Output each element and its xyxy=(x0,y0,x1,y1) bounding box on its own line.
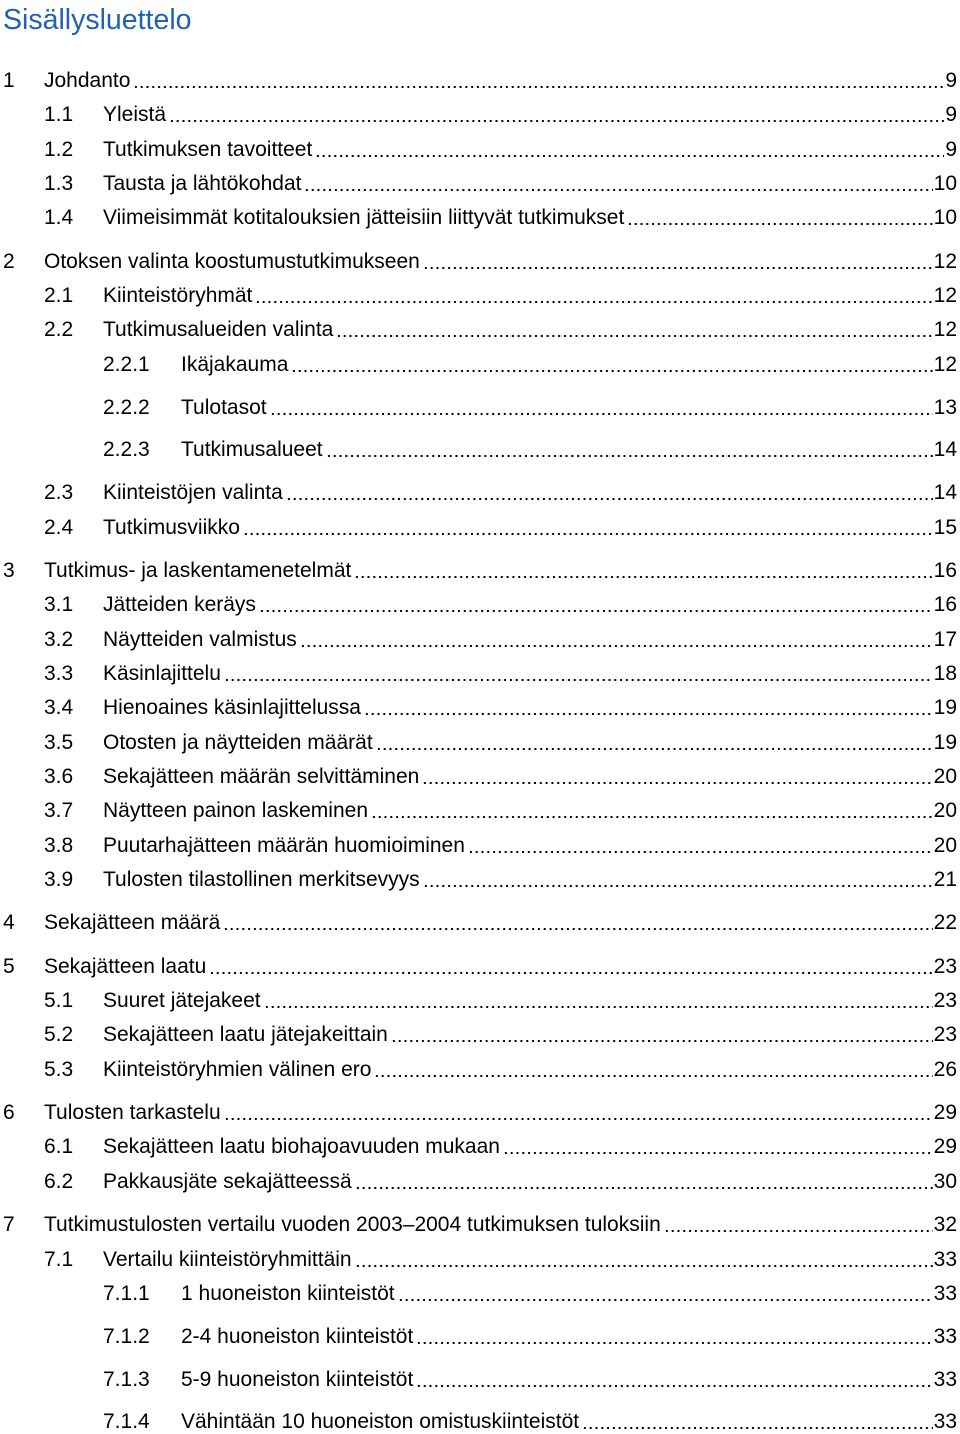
toc-entry-page: 33 xyxy=(933,1281,957,1305)
toc-entry[interactable] xyxy=(0,440,960,460)
toc-entry-title: Vertailu kiinteistöryhmittäin xyxy=(103,1247,352,1271)
toc-entry-number: 2.4 xyxy=(44,515,74,539)
toc-entry[interactable] xyxy=(0,558,960,582)
toc-entry-number: 2.1 xyxy=(44,284,74,308)
toc-entry-title: Tutkimusalueet xyxy=(181,438,323,462)
toc-entry[interactable] xyxy=(0,913,960,933)
toc-entry-title: Sekajätteen määrän selvittäminen xyxy=(103,765,420,789)
toc-leader-dots xyxy=(304,174,932,194)
toc-entry-title: Tutkimustulosten vertailu vuoden 2003–2004 tutkimuksen tuloksiin xyxy=(44,1213,661,1237)
toc-entry-number: 3.6 xyxy=(44,765,74,789)
toc-entry-number: 6.1 xyxy=(44,1135,74,1159)
toc-leader-dots xyxy=(423,252,933,272)
toc-leader-dots xyxy=(468,836,933,856)
toc-entry-page: 10 xyxy=(933,172,957,196)
toc-entry-page: 32 xyxy=(933,1213,957,1237)
toc-entry-title: Viimeisimmät kotitalouksien jätteisiin liittyvät tutkimukset xyxy=(103,206,625,230)
toc-leader-dots xyxy=(582,1412,933,1432)
toc-entry-page: 33 xyxy=(933,1324,957,1348)
toc-entry[interactable] xyxy=(0,627,960,651)
toc-entry[interactable] xyxy=(0,595,960,615)
toc-entry-page: 10 xyxy=(933,206,957,230)
toc-entry-page: 33 xyxy=(933,1410,957,1434)
toc-entry[interactable] xyxy=(0,208,960,228)
toc-entry-page: 18 xyxy=(933,662,957,685)
toc-leader-dots xyxy=(376,733,933,753)
toc-entry-number: 7.1.1 xyxy=(103,1281,150,1305)
toc-leader-dots xyxy=(326,440,933,460)
toc-entry-number: 7.1.4 xyxy=(103,1410,150,1434)
toc-entry[interactable] xyxy=(0,1367,960,1391)
toc-entry-page: 9 xyxy=(945,137,957,161)
toc-leader-dots xyxy=(664,1215,933,1235)
toc-entry-number: 6.2 xyxy=(44,1169,74,1193)
toc-entry[interactable] xyxy=(0,137,960,161)
toc-leader-dots xyxy=(243,518,933,538)
toc-entry-title: Vähintään 10 huoneiston omistuskiinteistöt xyxy=(181,1410,580,1434)
toc-entry-title: Kiinteistöjen valinta xyxy=(103,481,283,505)
toc-leader-dots xyxy=(364,698,933,718)
toc-leader-dots xyxy=(209,957,932,977)
toc-entry-number: 5.1 xyxy=(44,989,74,1013)
toc-entry-page: 23 xyxy=(933,1023,957,1047)
toc-entry[interactable] xyxy=(0,1137,960,1157)
toc-entry-number: 7.1 xyxy=(44,1247,74,1271)
toc-entry-number: 2.2.2 xyxy=(103,395,150,419)
toc-entry[interactable] xyxy=(0,105,960,125)
toc-entry-title: Sekajätteen laatu biohajoavuuden mukaan xyxy=(103,1135,500,1159)
toc-leader-dots xyxy=(259,595,933,615)
toc-entry-page: 9 xyxy=(945,69,957,92)
toc-entry[interactable] xyxy=(0,174,960,194)
toc-entry-page: 23 xyxy=(933,989,957,1013)
toc-entry-number: 5 xyxy=(3,954,15,978)
toc-entry[interactable] xyxy=(0,664,960,684)
toc-entry-page: 16 xyxy=(933,593,957,617)
toc-entry-title: 1 huoneiston kiinteistöt xyxy=(181,1281,395,1305)
toc-entry-page: 19 xyxy=(933,696,957,720)
toc-entry-number: 3.4 xyxy=(44,696,74,720)
toc-entry-title: Jätteiden keräys xyxy=(103,593,256,617)
toc-leader-dots xyxy=(286,483,933,503)
toc-entry-number: 2 xyxy=(3,249,15,273)
toc-leader-dots xyxy=(371,801,933,821)
toc-entry-page: 23 xyxy=(933,954,957,978)
toc-entry-title: Pakkausjäte sekajätteessä xyxy=(103,1169,352,1193)
toc-entry-title: Tausta ja lähtökohdat xyxy=(103,172,302,196)
toc-entry-number: 7.1.2 xyxy=(103,1324,150,1348)
toc-entry[interactable] xyxy=(0,801,960,821)
toc-entry-title: Puutarhajätteen määrän huomioiminen xyxy=(103,833,465,857)
toc-entry-page: 9 xyxy=(945,103,957,127)
toc-entry-page: 20 xyxy=(933,765,957,789)
toc-entry-title: Sekajätteen laatu xyxy=(44,954,207,978)
toc-entry-title: Suuret jätejakeet xyxy=(103,989,261,1013)
page-title: Sisällysluettelo xyxy=(3,4,192,36)
toc-entry[interactable] xyxy=(0,1169,960,1193)
toc-entry-page: 15 xyxy=(933,515,957,539)
toc-entry-number: 7 xyxy=(3,1213,15,1237)
toc-entry-number: 1.2 xyxy=(44,137,74,161)
toc-entry-page: 12 xyxy=(933,249,957,273)
toc-entry-title: Kiinteistöryhmät xyxy=(103,284,253,308)
toc-entry-number: 3 xyxy=(3,558,15,582)
toc-entry-number: 3.9 xyxy=(44,868,74,892)
toc-entry-title: Otoksen valinta koostumustutkimukseen xyxy=(44,249,420,273)
toc-entry-title: Ikäjakauma xyxy=(181,352,289,376)
toc-entry-number: 1.1 xyxy=(44,103,74,127)
toc-entry-page: 16 xyxy=(933,558,957,582)
toc-entry-number: 5.2 xyxy=(44,1023,74,1047)
toc-entry-title: Hienoaines käsinlajittelussa xyxy=(103,696,361,720)
toc-leader-dots xyxy=(423,870,933,890)
toc-entry-number: 6 xyxy=(3,1101,15,1125)
toc-leader-dots xyxy=(336,320,932,340)
toc-entry-page: 33 xyxy=(933,1247,957,1271)
toc-entry-title: Sekajätteen määrä xyxy=(44,911,221,935)
toc-entry-number: 3.3 xyxy=(44,662,74,685)
toc-entry-page: 14 xyxy=(933,481,957,505)
toc-entry-title: Johdanto xyxy=(44,69,131,92)
toc-leader-dots xyxy=(270,398,933,418)
toc-leader-dots xyxy=(503,1137,933,1157)
toc-entry-page: 30 xyxy=(933,1169,957,1193)
toc-entry-title: Käsinlajittelu xyxy=(103,662,221,685)
toc-entry[interactable] xyxy=(0,395,960,419)
toc-entry[interactable] xyxy=(0,1324,960,1348)
toc-entry-number: 1.4 xyxy=(44,206,74,230)
toc-entry-number: 5.3 xyxy=(44,1057,74,1081)
toc-entry[interactable] xyxy=(0,483,960,503)
toc-leader-dots xyxy=(627,208,932,228)
toc-entry-page: 29 xyxy=(933,1101,957,1125)
toc-entry[interactable] xyxy=(0,1057,960,1081)
toc-entry-page: 14 xyxy=(933,438,957,462)
toc-entry[interactable] xyxy=(0,833,960,857)
toc-entry-title: Näytteiden valmistus xyxy=(103,627,297,651)
toc-entry[interactable] xyxy=(0,698,960,718)
toc-entry-page: 29 xyxy=(933,1135,957,1159)
toc-leader-dots xyxy=(224,664,933,684)
toc-entry[interactable] xyxy=(0,1215,960,1235)
toc-leader-dots xyxy=(300,630,933,650)
toc-entry[interactable] xyxy=(0,515,960,539)
toc-leader-dots xyxy=(416,1370,932,1390)
toc-leader-dots xyxy=(374,1060,932,1080)
toc-entry[interactable] xyxy=(0,1247,960,1271)
toc-entry-number: 2.2.1 xyxy=(103,352,150,376)
toc-entry[interactable] xyxy=(0,1025,960,1045)
toc-leader-dots xyxy=(224,1103,933,1123)
toc-entry[interactable] xyxy=(0,870,960,890)
toc-leader-dots xyxy=(355,1250,933,1270)
toc-entry-title: Tulotasot xyxy=(181,395,267,419)
toc-entry-page: 20 xyxy=(933,833,957,857)
toc-entry-page: 12 xyxy=(933,352,957,376)
toc-leader-dots xyxy=(315,140,944,160)
toc-entry[interactable] xyxy=(0,767,960,787)
toc-entry-number: 3.7 xyxy=(44,799,74,823)
toc-entry[interactable] xyxy=(0,1103,960,1123)
toc-entry-title: Tulosten tarkastelu xyxy=(44,1101,221,1125)
toc-entry-title: 5-9 huoneiston kiinteistöt xyxy=(181,1367,414,1391)
toc-entry[interactable] xyxy=(0,71,960,91)
toc-entry[interactable] xyxy=(0,249,960,273)
toc-entry-title: Sekajätteen laatu jätejakeittain xyxy=(103,1023,388,1047)
toc-entry-title: Tutkimusalueiden valinta xyxy=(103,318,334,342)
toc-entry-number: 1.3 xyxy=(44,172,74,196)
toc-entry[interactable] xyxy=(0,954,960,978)
toc-entry-number: 3.1 xyxy=(44,593,74,617)
toc-entry-number: 4 xyxy=(3,911,15,935)
toc-entry-page: 21 xyxy=(933,868,957,892)
toc-entry-title: Tutkimuksen tavoitteet xyxy=(103,137,313,161)
toc-entry[interactable] xyxy=(0,1281,960,1305)
toc-leader-dots xyxy=(133,71,944,91)
toc-entry-title: 2-4 huoneiston kiinteistöt xyxy=(181,1324,414,1348)
toc-entry-page: 13 xyxy=(933,395,957,419)
toc-entry-number: 2.3 xyxy=(44,481,74,505)
toc-entry-page: 19 xyxy=(933,730,957,754)
toc-entry-number: 3.8 xyxy=(44,833,74,857)
toc-entry-page: 22 xyxy=(933,911,957,935)
toc-entry-number: 1 xyxy=(3,69,15,92)
toc-leader-dots xyxy=(255,286,932,306)
toc-leader-dots xyxy=(223,913,932,933)
toc-leader-dots xyxy=(398,1284,933,1304)
toc-entry-title: Tutkimusviikko xyxy=(103,515,240,539)
toc-entry-title: Näytteen painon laskeminen xyxy=(103,799,369,823)
toc-entry-number: 3.5 xyxy=(44,730,74,754)
toc-entry-number: 2.2.3 xyxy=(103,438,150,462)
toc-entry-page: 20 xyxy=(933,799,957,823)
toc-entry-title: Tutkimus- ja laskentamenetelmät xyxy=(44,558,352,582)
toc-entry-title: Otosten ja näytteiden määrät xyxy=(103,730,373,754)
toc-leader-dots xyxy=(416,1327,932,1347)
toc-entry-page: 26 xyxy=(933,1057,957,1081)
toc-leader-dots xyxy=(354,561,932,581)
toc-entry[interactable] xyxy=(0,286,960,306)
toc-entry[interactable] xyxy=(0,730,960,754)
toc-entry-number: 7.1.3 xyxy=(103,1367,150,1391)
toc-leader-dots xyxy=(264,991,933,1011)
toc-leader-dots xyxy=(169,105,944,125)
toc-entry[interactable] xyxy=(0,352,960,376)
toc-entry-title: Tulosten tilastollinen merkitsevyys xyxy=(103,868,420,892)
toc-entry[interactable] xyxy=(0,320,960,340)
toc-leader-dots xyxy=(422,767,932,787)
toc-entry[interactable] xyxy=(0,991,960,1011)
toc-entry[interactable] xyxy=(0,1412,960,1432)
table-of-contents xyxy=(0,71,960,1432)
toc-entry-page: 12 xyxy=(933,318,957,342)
toc-entry-number: 2.2 xyxy=(44,318,74,342)
toc-leader-dots xyxy=(391,1025,933,1045)
toc-leader-dots xyxy=(291,355,932,375)
toc-entry-page: 33 xyxy=(933,1367,957,1391)
toc-entry-page: 17 xyxy=(933,627,957,651)
toc-entry-number: 3.2 xyxy=(44,627,74,651)
toc-entry-title: Kiinteistöryhmien välinen ero xyxy=(103,1057,372,1081)
toc-entry-title: Yleistä xyxy=(103,103,167,127)
toc-entry-page: 12 xyxy=(933,284,957,308)
toc-leader-dots xyxy=(355,1172,933,1192)
